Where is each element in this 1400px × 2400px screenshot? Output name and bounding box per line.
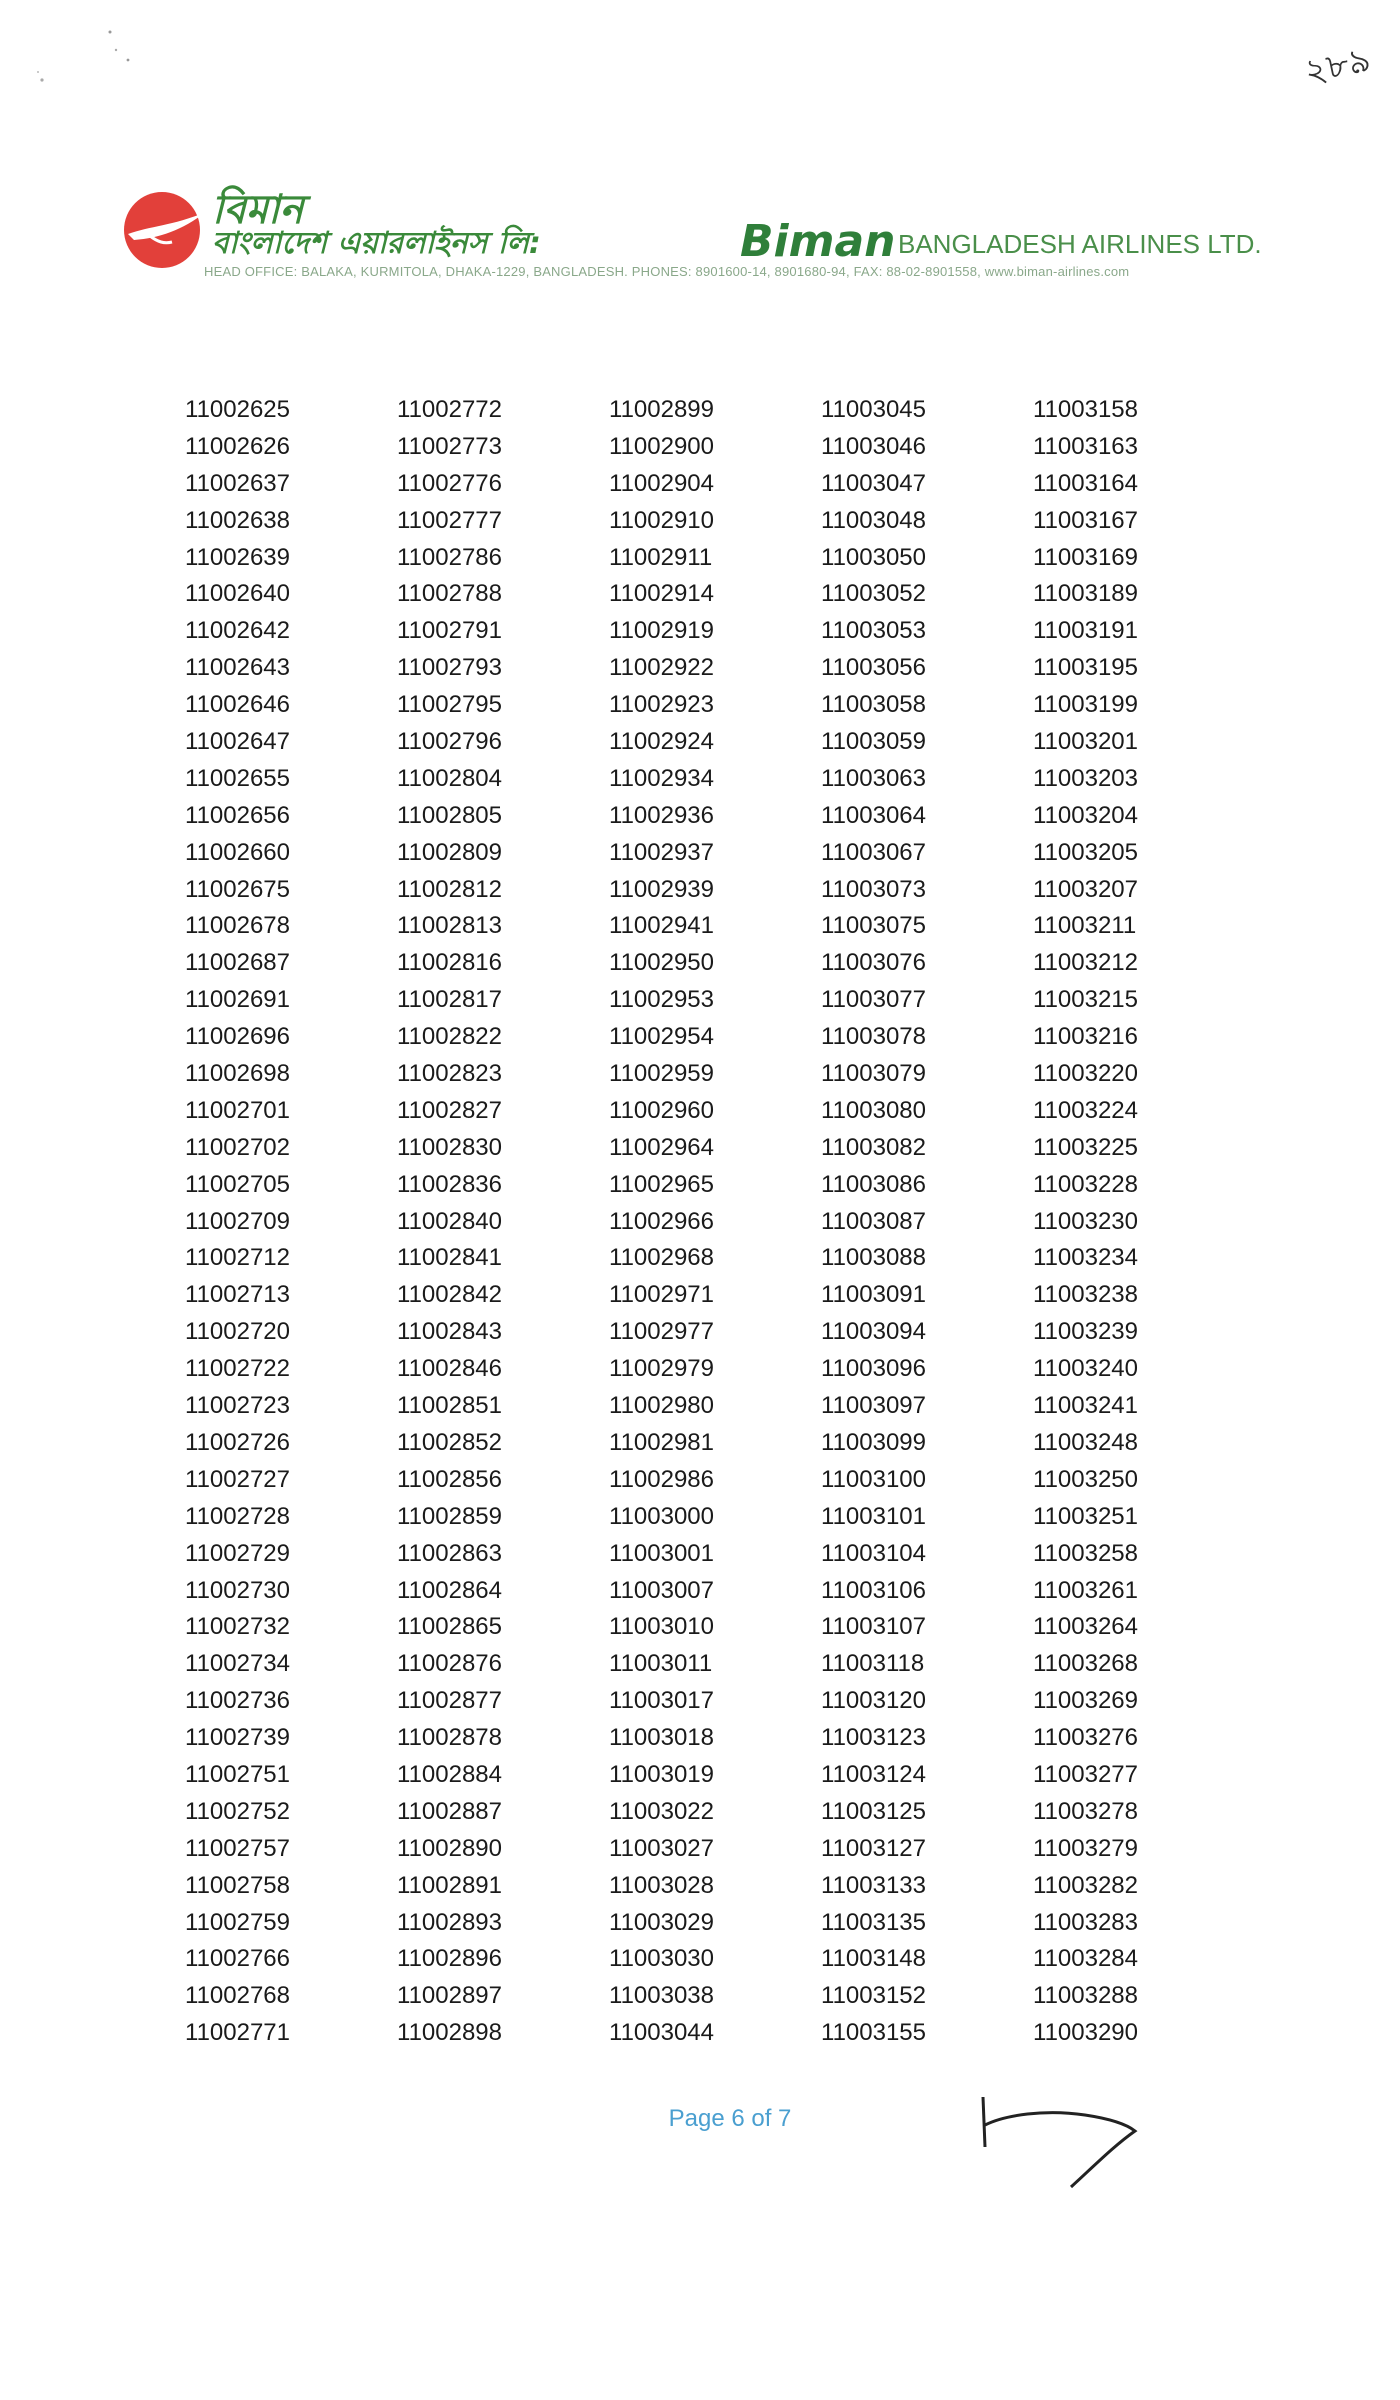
id-number-cell: 11003277 — [1033, 1760, 1138, 1788]
id-number-cell: 11002887 — [397, 1797, 502, 1825]
id-number-cell: 11002941 — [609, 912, 714, 940]
id-number-cell: 11003240 — [1033, 1355, 1138, 1383]
id-number-cell: 11003163 — [1033, 432, 1138, 460]
id-number-cell: 11002734 — [185, 1650, 290, 1678]
id-number-cell: 11003029 — [609, 1908, 714, 1936]
id-number-cell: 11003088 — [821, 1244, 926, 1272]
id-number-cell: 11003264 — [1033, 1613, 1138, 1641]
id-number-table — [185, 392, 1245, 2052]
id-number-cell: 11002922 — [609, 654, 714, 682]
id-number-cell: 11003077 — [821, 986, 926, 1014]
id-number-cell: 11003073 — [821, 875, 926, 903]
id-number-cell: 11002705 — [185, 1170, 290, 1198]
id-number-cell: 11003048 — [821, 506, 926, 534]
id-number-cell: 11002757 — [185, 1834, 290, 1862]
handwritten-page-number: ২৮৯ — [1301, 39, 1375, 93]
id-number-cell: 11003133 — [821, 1871, 926, 1899]
id-number-cell: 11003234 — [1033, 1244, 1138, 1272]
id-number-cell: 11002730 — [185, 1576, 290, 1604]
id-number-cell: 11003044 — [609, 2019, 714, 2047]
id-number-cell: 11003079 — [821, 1060, 926, 1088]
id-column-5 — [1033, 392, 1245, 2052]
id-number-cell: 11003261 — [1033, 1576, 1138, 1604]
id-number-cell: 11003000 — [609, 1502, 714, 1530]
id-number-cell: 11003207 — [1033, 875, 1138, 903]
id-number-cell: 11002720 — [185, 1318, 290, 1346]
id-number-cell: 11003189 — [1033, 580, 1138, 608]
id-number-cell: 11003284 — [1033, 1945, 1138, 1973]
id-number-cell: 11002678 — [185, 912, 290, 940]
id-number-cell: 11003120 — [821, 1687, 926, 1715]
id-number-cell: 11002804 — [397, 764, 502, 792]
id-number-cell: 11002768 — [185, 1982, 290, 2010]
id-number-cell: 11002795 — [397, 691, 502, 719]
id-number-cell: 11002865 — [397, 1613, 502, 1641]
id-number-cell: 11003075 — [821, 912, 926, 940]
id-number-cell: 11003064 — [821, 801, 926, 829]
id-number-cell: 11002728 — [185, 1502, 290, 1530]
id-column-1 — [185, 392, 397, 2052]
id-number-cell: 11002843 — [397, 1318, 502, 1346]
id-number-cell: 11002919 — [609, 617, 714, 645]
id-number-cell: 11002936 — [609, 801, 714, 829]
id-number-cell: 11003215 — [1033, 986, 1138, 1014]
id-number-cell: 11003018 — [609, 1724, 714, 1752]
brand-name: Biman — [740, 216, 896, 267]
id-number-cell: 11003001 — [609, 1539, 714, 1567]
id-number-cell: 11002981 — [609, 1428, 714, 1456]
id-number-cell: 11003050 — [821, 543, 926, 571]
id-number-cell: 11002939 — [609, 875, 714, 903]
id-number-cell: 11003052 — [821, 580, 926, 608]
id-number-cell: 11002968 — [609, 1244, 714, 1272]
id-number-cell: 11002766 — [185, 1945, 290, 1973]
id-number-cell: 11002626 — [185, 432, 290, 460]
id-number-cell: 11002827 — [397, 1096, 502, 1124]
id-number-cell: 11002712 — [185, 1244, 290, 1272]
id-number-cell: 11003123 — [821, 1724, 926, 1752]
id-number-cell: 11002675 — [185, 875, 290, 903]
id-number-cell: 11002934 — [609, 764, 714, 792]
id-number-cell: 11003101 — [821, 1502, 926, 1530]
id-number-cell: 11003053 — [821, 617, 926, 645]
id-number-cell: 11003224 — [1033, 1096, 1138, 1124]
id-number-cell: 11003104 — [821, 1539, 926, 1567]
bengali-name-line2: বাংলাদেশ এয়ারলাইনস লি: — [212, 226, 541, 261]
id-number-cell: 11002899 — [609, 396, 714, 423]
id-number-cell: 11002965 — [609, 1170, 714, 1198]
id-number-cell: 11003211 — [1033, 912, 1137, 940]
id-number-cell: 11003063 — [821, 764, 926, 792]
id-number-cell: 11002813 — [397, 912, 502, 940]
id-number-cell: 11002751 — [185, 1760, 290, 1788]
id-number-cell: 11002937 — [609, 838, 714, 866]
id-number-cell: 11003167 — [1033, 506, 1138, 534]
id-number-cell: 11003220 — [1033, 1060, 1138, 1088]
id-number-cell: 11003100 — [821, 1465, 926, 1493]
id-number-cell: 11003045 — [821, 396, 926, 423]
id-number-cell: 11002960 — [609, 1096, 714, 1124]
id-number-cell: 11002878 — [397, 1724, 502, 1752]
id-number-cell: 11002817 — [397, 986, 502, 1014]
signature — [975, 2085, 1145, 2195]
id-number-cell: 11002966 — [609, 1207, 714, 1235]
id-number-cell: 11003155 — [821, 2019, 926, 2047]
id-number-cell: 11003080 — [821, 1096, 926, 1124]
id-number-cell: 11002953 — [609, 986, 714, 1014]
id-number-cell: 11002723 — [185, 1392, 290, 1420]
id-number-cell: 11002727 — [185, 1465, 290, 1493]
id-number-cell: 11003204 — [1033, 801, 1138, 829]
letterhead — [120, 187, 1300, 290]
id-number-cell: 11002900 — [609, 432, 714, 460]
id-number-cell: 11003097 — [821, 1392, 926, 1420]
id-number-cell: 11003279 — [1033, 1834, 1138, 1862]
biman-logo-icon — [120, 190, 210, 270]
id-number-cell: 11003283 — [1033, 1908, 1138, 1936]
id-number-cell: 11002776 — [397, 469, 502, 497]
id-number-cell: 11002638 — [185, 506, 290, 534]
id-number-cell: 11003010 — [609, 1613, 714, 1641]
id-number-cell: 11002739 — [185, 1724, 290, 1752]
id-number-cell: 11003007 — [609, 1576, 714, 1604]
id-number-cell: 11002890 — [397, 1834, 502, 1862]
id-number-cell: 11002777 — [397, 506, 502, 534]
id-column-2 — [397, 392, 609, 2052]
id-number-cell: 11003191 — [1033, 617, 1138, 645]
id-number-cell: 11002736 — [185, 1687, 290, 1715]
id-number-cell: 11003251 — [1033, 1502, 1138, 1530]
id-number-cell: 11002904 — [609, 469, 714, 497]
id-number-cell: 11002910 — [609, 506, 714, 534]
id-number-cell: 11003022 — [609, 1797, 714, 1825]
id-number-cell: 11003030 — [609, 1945, 714, 1973]
id-number-cell: 11002771 — [185, 2019, 290, 2047]
id-number-cell: 11002891 — [397, 1871, 502, 1899]
id-number-cell: 11002911 — [609, 543, 713, 571]
id-number-cell: 11003152 — [821, 1982, 926, 2010]
id-number-cell: 11003086 — [821, 1170, 926, 1198]
id-number-cell: 11002786 — [397, 543, 502, 571]
id-number-cell: 11003268 — [1033, 1650, 1138, 1678]
id-number-cell: 11003124 — [821, 1760, 926, 1788]
id-number-cell: 11003067 — [821, 838, 926, 866]
id-number-cell: 11002655 — [185, 764, 290, 792]
id-number-cell: 11002980 — [609, 1392, 714, 1420]
id-column-3 — [609, 392, 821, 2052]
id-number-cell: 11002896 — [397, 1945, 502, 1973]
id-number-cell: 11002842 — [397, 1281, 502, 1309]
id-number-cell: 11003118 — [821, 1650, 925, 1678]
page-label: Page 6 of 7 — [668, 2105, 792, 2132]
id-number-cell: 11002863 — [397, 1539, 502, 1567]
id-number-cell: 11002758 — [185, 1871, 290, 1899]
id-number-cell: 11002846 — [397, 1355, 502, 1383]
id-number-cell: 11002656 — [185, 801, 290, 829]
id-number-cell: 11002971 — [609, 1281, 714, 1309]
id-number-cell: 11002856 — [397, 1465, 502, 1493]
id-number-cell: 11003201 — [1033, 728, 1138, 756]
id-number-cell: 11003250 — [1033, 1465, 1138, 1493]
id-number-cell: 11002726 — [185, 1428, 290, 1456]
id-number-cell: 11003056 — [821, 654, 926, 682]
id-number-cell: 11002702 — [185, 1133, 290, 1161]
id-number-cell: 11002772 — [397, 396, 502, 423]
id-number-cell: 11002864 — [397, 1576, 502, 1604]
id-number-cell: 11003230 — [1033, 1207, 1138, 1235]
id-number-cell: 11003096 — [821, 1355, 926, 1383]
id-number-cell: 11002954 — [609, 1023, 714, 1051]
id-number-cell: 11002691 — [185, 986, 290, 1014]
id-number-cell: 11002830 — [397, 1133, 502, 1161]
id-number-cell: 11003087 — [821, 1207, 926, 1235]
id-number-cell: 11002898 — [397, 2019, 502, 2047]
id-number-cell: 11002859 — [397, 1502, 502, 1530]
id-number-cell: 11002639 — [185, 543, 290, 571]
id-number-cell: 11003076 — [821, 949, 926, 977]
id-number-cell: 11002851 — [397, 1392, 502, 1420]
id-number-cell: 11003203 — [1033, 764, 1138, 792]
scan-specks — [20, 20, 140, 100]
id-number-cell: 11003276 — [1033, 1724, 1138, 1752]
id-number-cell: 11003199 — [1033, 691, 1138, 719]
id-number-cell: 11002709 — [185, 1207, 290, 1235]
id-number-cell: 11003239 — [1033, 1318, 1138, 1346]
id-number-cell: 11002729 — [185, 1539, 290, 1567]
id-number-cell: 11002884 — [397, 1760, 502, 1788]
bengali-name-line1: বিমান — [212, 187, 304, 233]
id-number-cell: 11003106 — [821, 1576, 926, 1604]
id-number-cell: 11003047 — [821, 469, 926, 497]
id-number-cell: 11003038 — [609, 1982, 714, 2010]
id-number-cell: 11002687 — [185, 949, 290, 977]
id-number-cell: 11003241 — [1033, 1392, 1138, 1420]
id-number-cell: 11002796 — [397, 728, 502, 756]
id-number-cell: 11003019 — [609, 1760, 714, 1788]
id-number-cell: 11003216 — [1033, 1023, 1138, 1051]
id-number-cell: 11003164 — [1033, 469, 1138, 497]
id-number-cell: 11003011 — [609, 1650, 713, 1678]
id-number-cell: 11003058 — [821, 691, 926, 719]
id-number-cell: 11002877 — [397, 1687, 502, 1715]
id-number-cell: 11002637 — [185, 469, 290, 497]
id-number-cell: 11002964 — [609, 1133, 714, 1161]
id-number-cell: 11002643 — [185, 654, 290, 682]
id-number-cell: 11003127 — [821, 1834, 926, 1862]
id-number-cell: 11002752 — [185, 1797, 290, 1825]
id-number-cell: 11002646 — [185, 691, 290, 719]
id-number-cell: 11002840 — [397, 1207, 502, 1235]
id-number-cell: 11002642 — [185, 617, 290, 645]
id-number-cell: 11002914 — [609, 580, 714, 608]
id-number-cell: 11002959 — [609, 1060, 714, 1088]
id-number-cell: 11003248 — [1033, 1428, 1138, 1456]
id-number-cell: 11003091 — [821, 1281, 926, 1309]
id-number-cell: 11002924 — [609, 728, 714, 756]
id-number-cell: 11002793 — [397, 654, 502, 682]
id-number-cell: 11003017 — [609, 1687, 714, 1715]
id-number-cell: 11003028 — [609, 1871, 714, 1899]
id-number-cell: 11002701 — [185, 1096, 290, 1124]
id-number-cell: 11002950 — [609, 949, 714, 977]
id-number-cell: 11002805 — [397, 801, 502, 829]
id-number-cell: 11002773 — [397, 432, 502, 460]
id-number-cell: 11003078 — [821, 1023, 926, 1051]
id-number-cell: 11003094 — [821, 1318, 926, 1346]
id-number-cell: 11002759 — [185, 1908, 290, 1936]
id-number-cell: 11002788 — [397, 580, 502, 608]
id-number-cell: 11002897 — [397, 1982, 502, 2010]
id-number-cell: 11002698 — [185, 1060, 290, 1088]
id-column-4 — [821, 392, 1033, 2052]
id-number-cell: 11002816 — [397, 949, 502, 977]
id-number-cell: 11003269 — [1033, 1687, 1138, 1715]
id-number-cell: 11002852 — [397, 1428, 502, 1456]
id-number-cell: 11002713 — [185, 1281, 290, 1309]
id-number-cell: 11002791 — [397, 617, 502, 645]
id-number-cell: 11003228 — [1033, 1170, 1138, 1198]
id-number-cell: 11003290 — [1033, 2019, 1138, 2047]
id-number-cell: 11003238 — [1033, 1281, 1138, 1309]
id-number-cell: 11002836 — [397, 1170, 502, 1198]
id-number-cell: 11002893 — [397, 1908, 502, 1936]
id-number-cell: 11003205 — [1033, 838, 1138, 866]
id-number-cell: 11003135 — [821, 1908, 926, 1936]
id-number-cell: 11002722 — [185, 1355, 290, 1383]
id-number-cell: 11003059 — [821, 728, 926, 756]
id-number-cell: 11003046 — [821, 432, 926, 460]
id-number-cell: 11002923 — [609, 691, 714, 719]
id-number-cell: 11003282 — [1033, 1871, 1138, 1899]
id-number-cell: 11002732 — [185, 1613, 290, 1641]
id-number-cell: 11002809 — [397, 838, 502, 866]
id-number-cell: 11002823 — [397, 1060, 502, 1088]
id-number-cell: 11002647 — [185, 728, 290, 756]
id-number-cell: 11003258 — [1033, 1539, 1138, 1567]
id-number-cell: 11002986 — [609, 1465, 714, 1493]
id-number-cell: 11002979 — [609, 1355, 714, 1383]
id-number-cell: 11002625 — [185, 396, 290, 423]
id-number-cell: 11003169 — [1033, 543, 1138, 571]
id-number-cell: 11003125 — [821, 1797, 926, 1825]
id-number-cell: 11002812 — [397, 875, 502, 903]
id-number-cell: 11002876 — [397, 1650, 502, 1678]
id-number-cell: 11003278 — [1033, 1797, 1138, 1825]
id-number-cell: 11002841 — [397, 1244, 502, 1272]
id-number-cell: 11003195 — [1033, 654, 1138, 682]
id-number-cell: 11003082 — [821, 1133, 926, 1161]
id-number-cell: 11003107 — [821, 1613, 926, 1641]
id-number-cell: 11003212 — [1033, 949, 1138, 977]
id-number-cell: 11002640 — [185, 580, 290, 608]
id-number-cell: 11003027 — [609, 1834, 714, 1862]
id-number-cell: 11003148 — [821, 1945, 926, 1973]
id-number-cell: 11002977 — [609, 1318, 714, 1346]
id-number-cell: 11002822 — [397, 1023, 502, 1051]
head-office-contact: HEAD OFFICE: BALAKA, KURMITOLA, DHAKA-1229, BANGLADESH. PHONES: 8901600-14, 8901680-94, FAX: 88-02-8901558, www.biman-airlines.com — [204, 264, 1130, 279]
id-number-cell: 11003158 — [1033, 396, 1138, 423]
id-number-cell: 11003225 — [1033, 1133, 1138, 1161]
id-number-cell: 11003288 — [1033, 1982, 1138, 2010]
id-number-cell: 11003099 — [821, 1428, 926, 1456]
id-number-cell: 11002660 — [185, 838, 290, 866]
airline-name: BANGLADESH AIRLINES LTD. — [898, 229, 1262, 259]
id-number-cell: 11002696 — [185, 1023, 290, 1051]
